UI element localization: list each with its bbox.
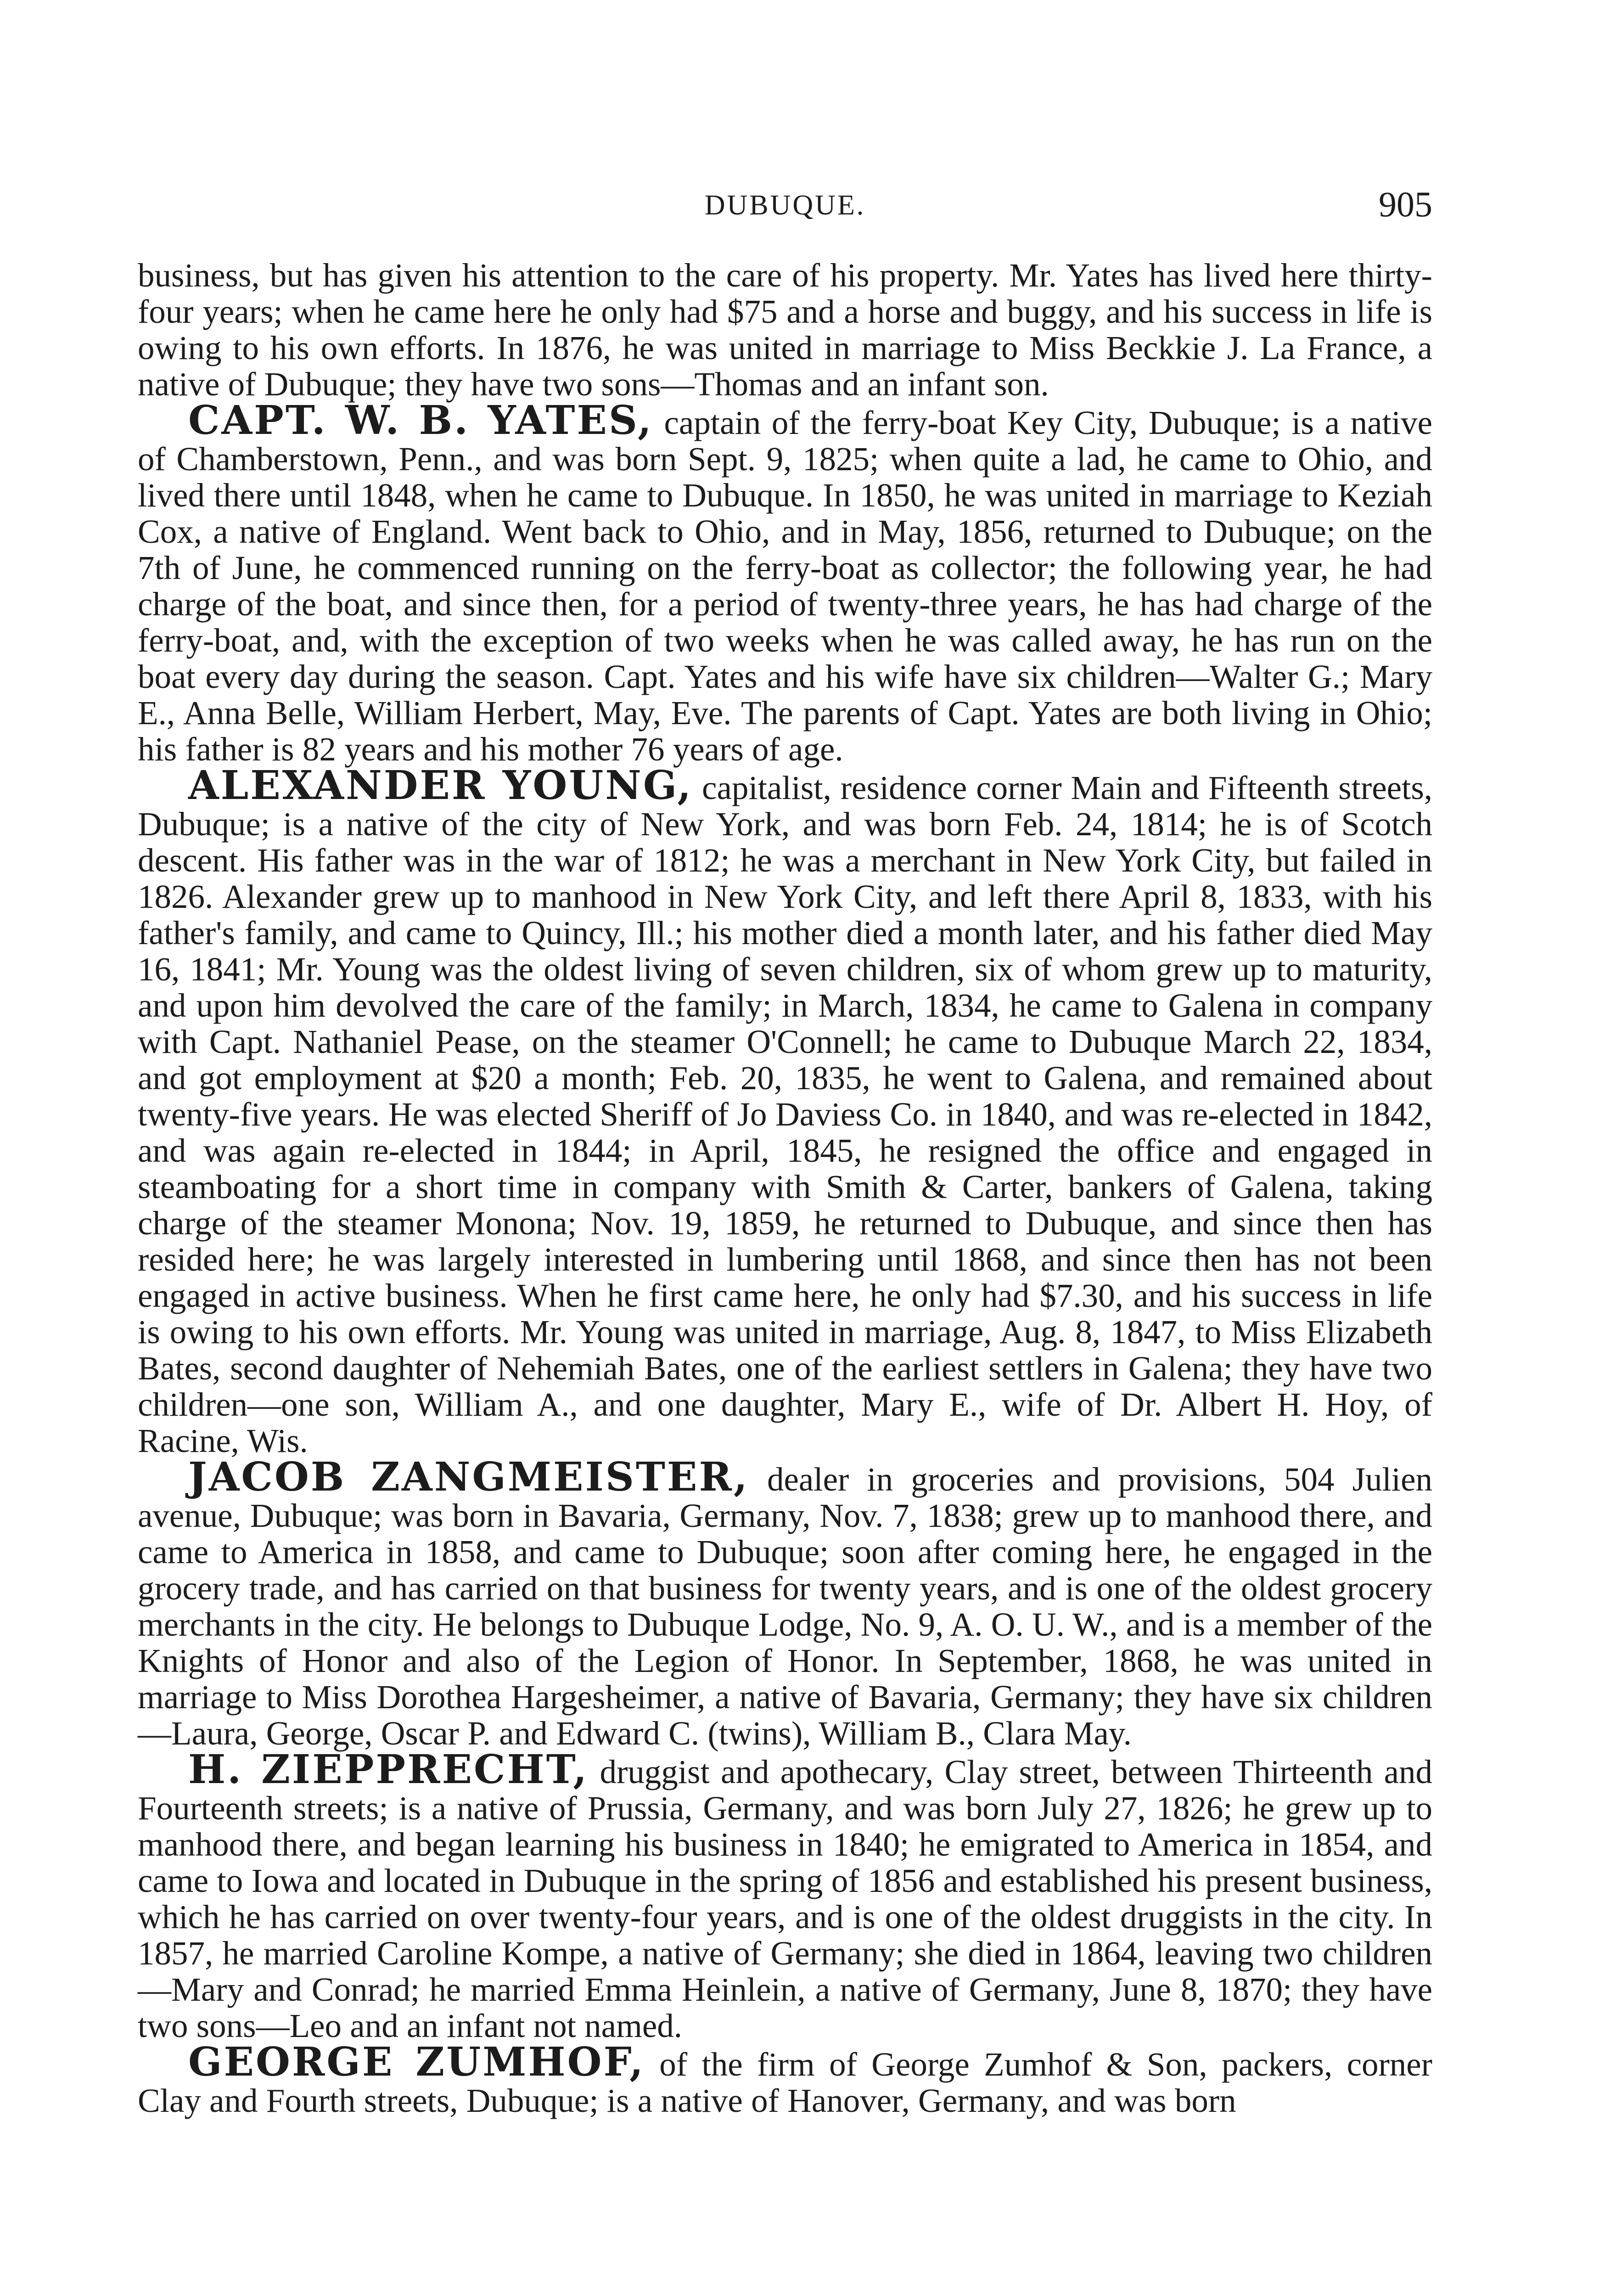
entry-yates: [138, 397, 1432, 768]
entry-name: CAPT. W. B. YATES,: [188, 397, 653, 444]
entry-text: captain of the ferry-boat Key City, Dubuque; is a native of Chamberstown, Penn., and was born Sept. 9, 1825; when quite a lad, he came to Ohio, and lived there until 1848, when he came to Dubuque. In 1850, he was united in marriage to Keziah Cox, a native of England. Went back to Ohio, and in May, 1856, returned to Dubuque; on the 7th of June, he commenced running on the ferry-boat as collector; the following year, he had charge of the boat, and since then, for a period of twenty-three years, he has had charge of the ferry-boat, and, with the exception of two weeks when he was called away, he has run on the boat every day during the season. Capt. Yates and his wife have six children—Walter G.; Mary E., Anna Belle, William Herbert, May, Eve. The parents of Capt. Yates are both living in Ohio; his father is 82 years and his mother 76 years of age.: [138, 404, 1432, 768]
continuation-paragraph: business, but has given his attention to the care of his property. Mr. Yates has lived here thirty-four years; when he came here he only had $75 and a horse and buggy, and his success in life is owing to his own efforts. In 1876, he was united in marriage to Miss Beckkie J. La France, a native of Dubuque; they have two sons—Thomas and an infant son.: [138, 257, 1432, 403]
entry-ziepprecht: [138, 1746, 1432, 2044]
entry-young: [138, 762, 1432, 1459]
entry-name: ALEXANDER YOUNG,: [188, 762, 693, 809]
body-text: [138, 257, 1432, 2119]
entry-text: dealer in groceries and provisions, 504 Julien avenue, Dubuque; was born in Bavaria, Germany, Nov. 7, 1838; grew up to manhood there, and came to America in 1858, and came to Dubuque; soon after coming here, he engaged in the grocery trade, and has carried on that business for twenty years, and is one of the oldest grocery merchants in the city. He belongs to Dubuque Lodge, No. 9, A. O. U. W., and is a member of the Knights of Honor and also of the Legion of Honor. In September, 1868, he was united in marriage to Miss Dorothea Hargesheimer, a native of Bavaria, Germany; they have six children—Laura, George, Oscar P. and Edward C. (twins), William B., Clara May.: [138, 1461, 1432, 1752]
entry-name: JACOB ZANGMEISTER,: [188, 1454, 749, 1500]
entry-zumhof: [138, 2039, 1432, 2119]
running-title: DUBUQUE.: [704, 190, 866, 221]
entry-zangmeister: [138, 1454, 1432, 1752]
page-number: 905: [1379, 184, 1432, 224]
entry-text: capitalist, residence corner Main and Fifteenth streets, Dubuque; is a native of the city of New York, and was born Feb. 24, 1814; he is of Scotch descent. His father was in the war of 1812; he was a merchant in New York City, but failed in 1826. Alexander grew up to manhood in New York City, and left there April 8, 1833, with his father's family, and came to Quincy, Ill.; his mother died a month later, and his father died May 16, 1841; Mr. Young was the oldest living of seven children, six of whom grew up to maturity, and upon him devolved the care of the family; in March, 1834, he came to Galena in company with Capt. Nathaniel Pease, on the steamer O'Connell; he came to Dubuque March 22, 1834, and got employment at $20 a month; Feb. 20, 1835, he went to Galena, and remained about twenty-five years. He was elected Sheriff of Jo Daviess Co. in 1840, and was re-elected in 1842, and was again re-elected in 1844; in April, 1845, he resigned the office and engaged in steamboating for a short time in company with Smith & Carter, bankers of Galena, taking charge of the steamer Monona; Nov. 19, 1859, he returned to Dubuque, and since then has resided here; he was largely interested in lumbering until 1868, and since then has not been engaged in active business. When he first came here, he only had $7.30, and his success in life is owing to his own efforts. Mr. Young was united in marriage, Aug. 8, 1847, to Miss Elizabeth Bates, second daughter of Nehemiah Bates, one of the earliest settlers in Galena; they have two children—one son, William A., and one daughter, Mary E., wife of Dr. Albert H. Hoy, of Racine, Wis.: [138, 769, 1432, 1459]
entry-text: druggist and apothecary, Clay street, between Thirteenth and Fourteenth streets; is a native of Prussia, Germany, and was born July 27, 1826; he grew up to manhood there, and began learning his business in 1840; he emigrated to America in 1854, and came to Iowa and located in Dubuque in the spring of 1856 and established his present business, which he has carried on over twenty-four years, and is one of the oldest druggists in the city. In 1857, he married Caroline Kompe, a native of Germany; she died in 1864, leaving two children—Mary and Conrad; he married Emma Heinlein, a native of Germany, June 8, 1870; they have two sons—Leo and an infant not named.: [138, 1753, 1432, 2044]
running-head: [138, 184, 1432, 225]
entry-text: of the firm of George Zumhof & Son, packers, corner Clay and Fourth streets, Dubuque; is a native of Hanover, Germany, and was born: [138, 2046, 1432, 2119]
entry-name: GEORGE ZUMHOF,: [188, 2039, 645, 2085]
entry-name: H. ZIEPPRECHT,: [188, 1746, 589, 1793]
